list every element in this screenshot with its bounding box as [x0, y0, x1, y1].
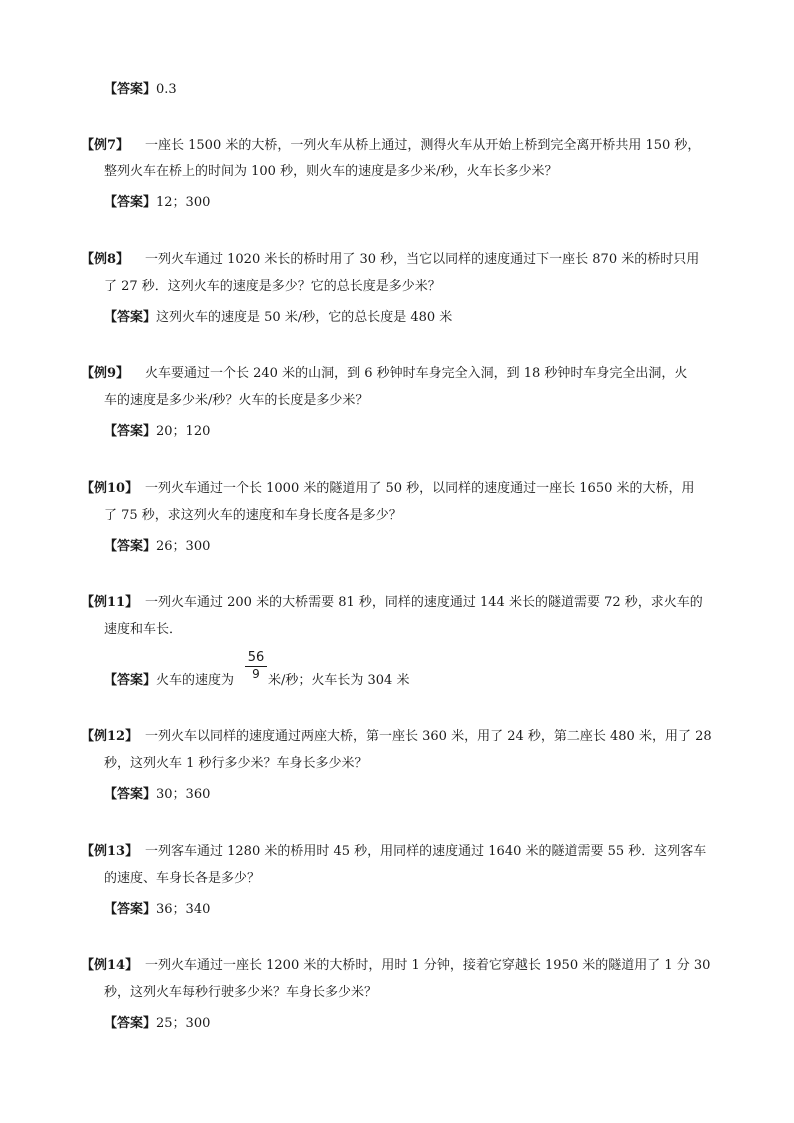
example-8-question-line1: 一列火车通过 1020 米长的桥时用了 30 秒，当它以同样的速度通过下一座长 870 米的桥时只用	[145, 252, 700, 267]
answer-label: 【答案】	[104, 195, 157, 210]
speed-fraction	[245, 650, 267, 681]
example-7-tag: 【例7】	[81, 138, 130, 153]
example-13-question-line1: 一列客车通过 1280 米的桥用时 45 秒，用同样的速度通过 1640 米的隧道需要 55 秒．这列客车	[145, 844, 707, 859]
answer-value: 20；120	[156, 424, 211, 439]
example-12-question-line2: 秒，这列火车 1 秒行多少米？车身长多少米？	[104, 756, 368, 771]
example-14-question-line2: 秒，这列火车每秒行驶多少米？车身长多少米？	[104, 985, 378, 1000]
answer-label: 【答案】	[104, 310, 157, 325]
fraction-denominator: 9	[252, 667, 260, 681]
example-12-tag: 【例12】	[81, 729, 139, 744]
example-10-question-line2: 了 75 秒，求这列火车的速度和车身长度各是多少？	[104, 508, 402, 523]
example-7-answer	[104, 193, 210, 213]
fraction-numerator: 56	[247, 650, 265, 665]
example-8-answer	[104, 308, 452, 328]
answer-label: 【答案】	[104, 787, 157, 802]
example-12-answer	[104, 785, 210, 805]
example-9-question-line2: 车的速度是多少米/秒？火车的长度是多少米？	[104, 393, 369, 408]
answer-label: 【答案】	[104, 539, 157, 554]
example-14-tag: 【例14】	[81, 958, 139, 973]
answer-value: 12；300	[156, 195, 211, 210]
example-11-answer-post: 米/秒；火车长为 304 米	[268, 673, 410, 688]
example-9-answer	[104, 422, 210, 442]
example-13-tag: 【例13】	[81, 844, 139, 859]
example-10-question-line1: 一列火车通过一个长 1000 米的隧道用了 50 秒，以同样的速度通过一座长 1650 米的大桥，用	[145, 481, 695, 496]
answer-value: 这列火车的速度是 50 米/秒，它的总长度是 480 米	[156, 310, 453, 325]
answer-value: 0.3	[156, 82, 177, 97]
example-14-question-line1: 一列火车通过一座长 1200 米的大桥时，用时 1 分钟，接着它穿越长 1950 米的隧道用了 1 分 30	[145, 958, 711, 973]
example-12-question-line1: 一列火车以同样的速度通过两座大桥，第一座长 360 米，用了 24 秒，第二座长 480 米，用了 28	[145, 729, 712, 744]
example-7-question-line1: 一座长 1500 米的大桥，一列火车从桥上通过，测得火车从开始上桥到完全离开桥共用 150 秒，	[145, 138, 701, 153]
example-13-answer	[104, 900, 210, 920]
answer-value: 36；340	[156, 902, 211, 917]
answer-label: 【答案】	[104, 1016, 157, 1031]
example-11-answer	[104, 671, 234, 691]
answer-value: 30；360	[156, 787, 211, 802]
example-8-tag: 【例8】	[81, 252, 130, 267]
answer-label: 【答案】	[104, 424, 157, 439]
example-13-question-line2: 的速度、车身长各是多少？	[104, 871, 261, 886]
answer-pre: 火车的速度为	[156, 673, 235, 688]
answer-label: 【答案】	[104, 902, 157, 917]
example-9-question-line1: 火车要通过一个长 240 米的山洞，到 6 秒钟时车身完全入洞，到 18 秒钟时车身完全出洞，火	[145, 366, 688, 381]
answer-value: 26；300	[156, 539, 211, 554]
answer-value: 25；300	[156, 1016, 211, 1031]
example-11-question-line1: 一列火车通过 200 米的大桥需要 81 秒，同样的速度通过 144 米长的隧道需要 72 秒，求火车的	[145, 595, 703, 610]
example-14-answer	[104, 1014, 210, 1034]
example-11-question-line2: 速度和车长．	[104, 622, 183, 637]
example-8-question-line2: 了 27 秒．这列火车的速度是多少？它的总长度是多少米？	[104, 279, 441, 294]
answer-line-prev	[104, 80, 177, 100]
example-7-question-line2: 整列火车在桥上的时间为 100 秒，则火车的速度是多少米/秒，火车长多少米？	[104, 164, 558, 179]
example-10-answer	[104, 537, 210, 557]
example-10-tag: 【例10】	[81, 481, 139, 496]
example-11-tag: 【例11】	[81, 595, 139, 610]
answer-label: 【答案】	[104, 673, 157, 688]
example-9-tag: 【例9】	[81, 366, 130, 381]
answer-label: 【答案】	[104, 82, 157, 97]
